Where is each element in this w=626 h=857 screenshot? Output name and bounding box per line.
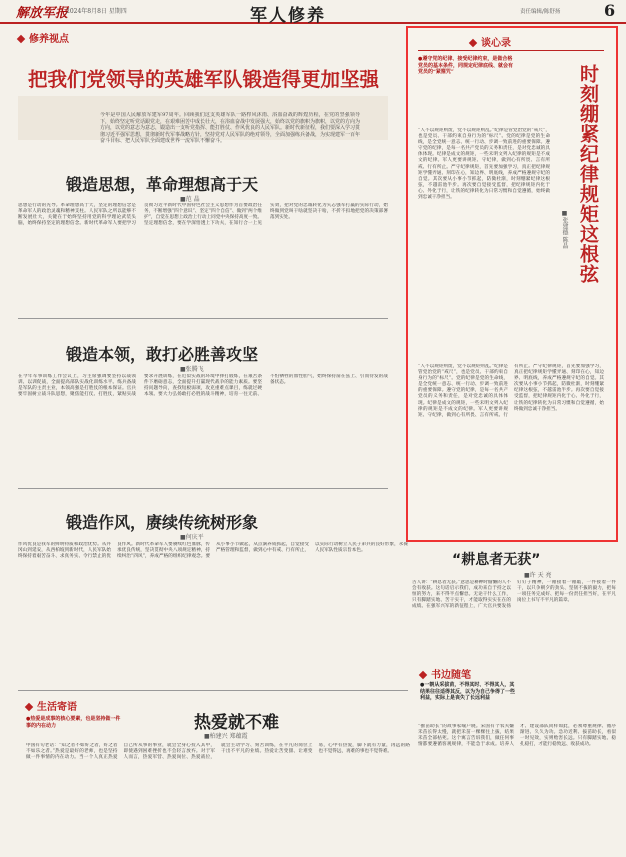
essay-byline: ■许 天 亮 (524, 572, 552, 579)
essay-headline: “耕息者无获” (452, 552, 541, 568)
talk-lead: ●遵守党的纪律、接受纪律约束，是做合格党员的基本条件，同规定纪律底线、就会有党员的“紧箍咒” (418, 56, 514, 75)
main-headline: 把我们党领导的英雄军队锻造得更加坚强 (28, 68, 380, 91)
editor-credit: 责任编辑/陈舒扬 (520, 9, 561, 15)
diamond-icon (469, 39, 477, 47)
book-lead: ●一朝从采拔苗，不得其时、不得其人，其结果往往适得其反，以为为自己争得了一些利益，实际上是丧失了长远利益 (420, 682, 516, 701)
masthead (0, 0, 626, 24)
page-number: 6 (604, 1, 616, 20)
diamond-icon (419, 671, 427, 679)
tag-viewpoint: 修养视点 (18, 30, 69, 45)
section3-byline: ■何庆平 (180, 534, 204, 541)
section-title: 军人修养 (250, 6, 326, 26)
tag-book: 书边随笔 (420, 666, 471, 681)
section2-body: 在今年军事训练工作会议上，习主席强调要坚持以战领训、以训促战，全面提高部队实战化训练水平。练兵备战是军队的主责主业，本领高强是打胜仗的根本保证。官兵要牢固树立战斗队思想，聚焦能打仗、打胜仗，紧贴实战要求开展训练，在近似实战的环境中摔打锻炼，在艰苦条件下磨砺意志，全面提升打赢现代战争的能力素质。要坚持问题导向，查找短板弱项，攻克重难点课目，练就过硬本领。要大力弘扬敢打必胜的战斗精神，培育一往无前、不怕牺牲的血性胆气，始终保持箭在弦上、引而待发的战备状态。 (18, 374, 388, 398)
section3-body: 作风优良是我军的鲜明特质和政治优势。从井冈山到延安，从西柏坡到新时代，人民军队始终保持着艰苦奋斗、求真务实、令行禁止的优良作风。新时代革命军人要赓续红色血脉，传承优良传统，坚决贯彻中央八项规定精神，持续纠治“四风”，养成严格的组织纪律观念。要从小事小节做起，从点滴养成抓起，自觉接受严格管理和监督，做到心中有戒、行有所止，以实际行动树立人民子弟兵的良好形象，永葆人民军队性质宗旨本色。 (18, 542, 408, 560)
divider (418, 50, 604, 51)
talk-byline: ■张建德 陈晶 (561, 210, 568, 249)
book-body: “揠苗助长”的故事家喻户晓。宋国有个农夫嫌禾苗长得太慢，就把禾苗一棵棵往上拔，结果禾苗全部枯死。这个寓言告诉我们，做任何事情都要遵循客观规律，不能急于求成。培养人才、建设部队同样如此，必须尊重规律、循序渐进、久久为功。急功近利、拔苗助长，看似一时见效，实则贻害长远。只有脚踏实地、稳扎稳打，才能行稳致远、收获成功。 (418, 724, 616, 748)
section3-title: 锻造作风，赓续传统树形象 (66, 513, 259, 532)
section1-body: 思想是行动的先导。革命理想高于天，坚定的理想信念是革命军人的政治灵魂和精神支柱。人民军队之所以能够不断发展壮大，关键在于始终坚持用党的科学理论武装头脑，始终保持坚定的理想信念。新时代革命军人要把学习贯彻习近平新时代中国特色社会主义思想作为首要政治任务，不断增强“四个意识”、坚定“四个自信”、做到“两个维护”，自觉在思想上政治上行动上同党中央保持高度一致。坚定理想信念，要在学深悟透上下功夫，在知行合一上见实效，把对党的忠诚转化为矢志强军打赢的实际行动，始终做到党叫干啥就坚决干啥，不折不扣地把党的决策部署落到实处。 (18, 203, 388, 227)
diamond-icon (17, 35, 25, 43)
talk-body-part1: “人不以规矩则废，党不以规矩则乱。”纪律是管党治党的“戒尺”，也是党员、干部约束自身行为的“标尺”。党的纪律是党的生命线，是全党统一意志、统一行动、步调一致前进的重要保障。遵守党的纪律，是每一名共产党员的义务和责任，是对党忠诚的具体体现。纪律是成文的规矩，一些未明文列入纪律的规矩是不成文的纪律。军人更要讲规矩、守纪律，做到心有所畏、言有所戒、行有所止。严守纪律规矩，首先要加强学习，真正把纪律规矩学懂弄通、刻印在心，知边界、明底线，养成严格遵规守纪的自觉。其次要从小事小节抓起，防微杜渐，时刻绷紧纪律这根弦，不越雷池半步。再次要自觉接受监督，把纪律规矩内化于心、外化于行，让铁的纪律转化为日常习惯和自觉遵循，始终做到忠诚干净担当。 (418, 128, 550, 201)
section2-title: 锻造本领，敢打必胜善攻坚 (66, 345, 259, 364)
section1-title: 锻造思想，革命理想高于天 (66, 175, 259, 194)
issue-date: 2024年8月8日 星期四 (66, 8, 127, 15)
life-headline: 热爱就不难 (194, 713, 279, 733)
talk-headline: 时刻绷紧纪律规矩这根弦 (577, 64, 599, 284)
section2-byline: ■张腾飞 (180, 366, 204, 373)
tag-talk: 谈心录 (470, 34, 511, 49)
diamond-icon (25, 703, 33, 711)
divider (18, 488, 388, 489)
divider (18, 318, 388, 319)
divider (18, 690, 408, 691)
tag-life: 生活寄语 (26, 698, 77, 713)
essay-body: 古人讲：“耕息者无获。”意思是耕种时偷懒的人不会有收获。这句话启示我们，成功来自于持之以恒的努力，来不得半点懈怠。无论干什么工作，只有脚踏实地、苦干实干，才能取得实实在在的成绩。在强军兴军的新征程上，广大官兵要发扬钉钉子精神，一锤接着一锤敲，一件接着一件干，以只争朝夕的劲头、坚韧不拔的毅力，把每一项任务完成好、把每一份责任担当好，在平凡岗位上书写不平凡的篇章。 (412, 580, 616, 610)
section1-byline: ■范 晶 (180, 196, 200, 203)
life-byline: ■柏建兴 郑蕴霞 (204, 733, 248, 740)
main-intro: 今年是中国人民解放军建军97周年。回顾我们这支英雄军队一路栉风沐雨、浴血奋战的辉煌历程，在党的坚强领导下，始终坚定听党话跟党走，在艰难困苦中成长壮大，在浴血奋战中发展强大，始终以党的旗帜为旗帜，以党的方向为方向，以党的意志为意志，锻造出一支听党指挥、能打胜仗、作风优良的人民军队。新时代新征程，我们要深入学习贯彻习近平强军思想，贯彻新时代军事战略方针，坚持党对人民军队的绝对领导，全面加强练兵备战，为实现建军一百年奋斗目标、把人民军队全面建成世界一流军队不懈奋斗。 (100, 112, 360, 145)
life-body: 中国有句老话：“知之者不如好之者，好之者不如乐之者。”热爱是最好的老师，也是坚持做一件事情的内在动力。当一个人真正热爱自己所从事的事业，就会全身心投入其中，即使遇到困难挫折也不会轻言放弃。对于军人而言，热爱军营、热爱岗位、热爱战位，就会主动学习、刻苦训练，在平凡的岗位上干出不平凡的业绩。热爱让苦变甜、让难变易，心中有热爱，脚下就有力量，再远的路也不觉得远，再难的事也不觉得难。 (26, 743, 410, 761)
talk-body-part2: “人不以规矩则废，党不以规矩则乱。”纪律是管党治党的“戒尺”，也是党员、干部约束自身行为的“标尺”。党的纪律是党的生命线，是全党统一意志、统一行动、步调一致前进的重要保障。遵守党的纪律，是每一名共产党员的义务和责任，是对党忠诚的具体体现。纪律是成文的规矩，一些未明文列入纪律的规矩是不成文的纪律。军人更要讲规矩、守纪律，做到心有所畏、言有所戒、行有所止。严守纪律规矩，首先要加强学习，真正把纪律规矩学懂弄通、刻印在心，知边界、明底线，养成严格遵规守纪的自觉。其次要从小事小节抓起，防微杜渐，时刻绷紧纪律这根弦，不越雷池半步。再次要自觉接受监督，把纪律规矩内化于心、外化于行，让铁的纪律转化为日常习惯和自觉遵循，始终做到忠诚干净担当。 (418, 364, 604, 418)
life-lead: ●热爱是成事的核心要素，也是坚持做一件事的内在动力 (26, 716, 121, 729)
newspaper-logo: 解放军报 (16, 6, 69, 21)
